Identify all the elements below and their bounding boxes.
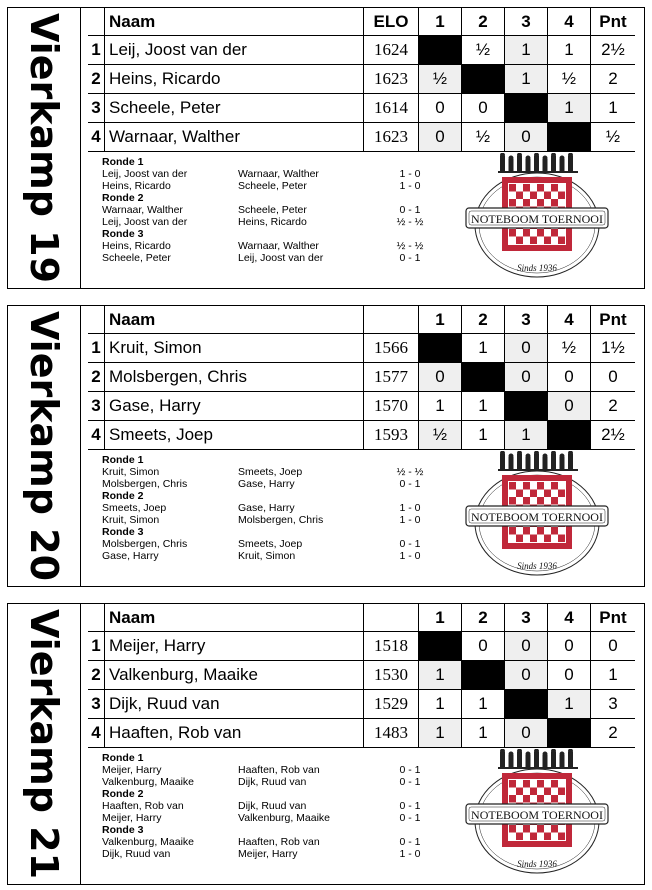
result-cell-self [462,661,505,690]
player-num: 1 [88,632,105,661]
result-cell: ½ [462,36,505,65]
player-points: 1 [591,94,636,123]
header-naam: Naam [105,8,364,36]
vierkamp-block [7,7,645,289]
group-title: Vierkamp 20 [22,310,66,582]
game-result: 1 - 0 [399,168,421,180]
player-elo: 1566 [364,334,419,363]
result-cell: 1 [419,690,462,719]
player-elo: 1623 [364,65,419,94]
result-cell: 1 [419,719,462,748]
player-elo: 1530 [364,661,419,690]
pairing-row [102,502,430,514]
game-result: 0 - 1 [399,776,421,788]
black-player: Meijer, Harry [238,848,298,860]
white-player: Kruit, Simon [102,466,160,478]
game-result: 0 - 1 [399,764,421,776]
player-points: 1 [591,661,636,690]
white-player: Molsbergen, Chris [102,538,188,550]
pairing-row [102,478,430,490]
white-player: Haaften, Rob van [102,800,184,812]
result-cell: ½ [419,421,462,450]
player-points: 1½ [591,334,636,363]
table-row [88,632,635,661]
pairing-row [102,204,430,216]
player-num: 4 [88,123,105,152]
game-result: 1 - 0 [399,180,421,192]
result-cell: 1 [462,334,505,363]
logo-since: Sinds 1936 [517,561,557,571]
player-elo: 1529 [364,690,419,719]
game-result: ½ - ½ [396,216,424,228]
black-player: Gase, Harry [238,478,295,490]
header-elo: ELO [364,8,419,36]
white-player: Heins, Ricardo [102,240,171,252]
result-cell-self [505,94,548,123]
pairing-row [102,764,430,776]
group-label [8,604,81,884]
vierkamp-block [7,603,645,885]
header-round: 4 [548,8,591,36]
game-result: 0 - 1 [399,812,421,824]
player-points: 2½ [591,36,636,65]
result-cell: 1 [419,661,462,690]
group-label [8,8,81,288]
round-heading: Ronde 1 [102,156,144,168]
player-name: Haaften, Rob van [105,719,364,748]
player-points: 3 [591,690,636,719]
player-elo: 1623 [364,123,419,152]
result-cell: 1 [419,392,462,421]
header-pnt: Pnt [591,306,636,334]
player-name: Valkenburg, Maaike [105,661,364,690]
result-cell: 0 [505,719,548,748]
player-elo: 1614 [364,94,419,123]
game-result: 0 - 1 [399,800,421,812]
round-heading: Ronde 3 [102,228,144,240]
result-cell: 0 [548,392,591,421]
player-num: 1 [88,334,105,363]
game-result: 1 - 0 [399,550,421,562]
player-num: 3 [88,690,105,719]
black-player: Warnaar, Walther [238,240,319,252]
result-cell: 1 [505,36,548,65]
header-row [88,306,635,334]
pairing-row [102,466,430,478]
black-player: Warnaar, Walther [238,168,319,180]
pairing-row [102,216,430,228]
round-pairings [102,156,430,264]
white-player: Heins, Ricardo [102,180,171,192]
table-row [88,690,635,719]
player-name: Smeets, Joep [105,421,364,450]
table-row [88,36,635,65]
game-result: ½ - ½ [396,466,424,478]
header-num [88,8,105,36]
header-row [88,8,635,36]
black-player: Gase, Harry [238,502,295,514]
player-num: 4 [88,421,105,450]
pairing-row [102,538,430,550]
header-num [88,306,105,334]
result-cell: 0 [505,334,548,363]
table-row [88,719,635,748]
table-row [88,65,635,94]
group-label [8,306,81,586]
result-cell-self [505,392,548,421]
table-row [88,94,635,123]
result-cell: ½ [462,123,505,152]
noteboom-logo [462,153,612,283]
white-player: Leij, Joost van der [102,216,188,228]
player-points: 0 [591,632,636,661]
result-cell-self [548,123,591,152]
chess-pieces-icon [498,749,578,769]
result-cell: 1 [505,65,548,94]
logo-since: Sinds 1936 [517,263,557,273]
game-result: 0 - 1 [399,538,421,550]
header-elo [364,306,419,334]
result-cell: ½ [419,65,462,94]
result-cell: 1 [548,94,591,123]
round-heading: Ronde 1 [102,454,144,466]
white-player: Scheele, Peter [102,252,171,264]
header-pnt: Pnt [591,604,636,632]
player-points: 0 [591,363,636,392]
game-result: 1 - 0 [399,502,421,514]
player-name: Molsbergen, Chris [105,363,364,392]
white-player: Leij, Joost van der [102,168,188,180]
game-result: 0 - 1 [399,478,421,490]
black-player: Molsbergen, Chris [238,514,324,526]
player-num: 2 [88,661,105,690]
player-name: Kruit, Simon [105,334,364,363]
header-round: 1 [419,604,462,632]
result-cell-self [419,334,462,363]
group-title: Vierkamp 19 [22,12,66,284]
player-num: 2 [88,363,105,392]
header-naam: Naam [105,604,364,632]
logo-title: NOTEBOOM TOERNOOI [471,808,603,822]
noteboom-logo [462,749,612,879]
player-name: Warnaar, Walther [105,123,364,152]
round-heading: Ronde 2 [102,490,144,502]
standings-table [88,604,635,748]
table-row [88,421,635,450]
result-cell: 1 [462,690,505,719]
result-cell: 0 [548,661,591,690]
result-cell: 0 [505,363,548,392]
round-heading: Ronde 1 [102,752,144,764]
pairing-row [102,848,430,860]
player-elo: 1624 [364,36,419,65]
white-player: Molsbergen, Chris [102,478,188,490]
table-row [88,363,635,392]
header-round: 2 [462,306,505,334]
table-row [88,661,635,690]
pairing-row [102,800,430,812]
round-heading: Ronde 2 [102,192,144,204]
result-cell: 0 [419,94,462,123]
black-player: Dijk, Ruud van [238,776,307,788]
standings-table [88,306,635,450]
result-cell: ½ [548,65,591,94]
table-row [88,392,635,421]
player-points: 2 [591,719,636,748]
chess-pieces-icon [498,451,578,471]
header-pnt: Pnt [591,8,636,36]
pairing-row [102,240,430,252]
white-player: Meijer, Harry [102,764,162,776]
header-row [88,604,635,632]
logo-title: NOTEBOOM TOERNOOI [471,510,603,524]
white-player: Dijk, Ruud van [102,848,171,860]
player-name: Meijer, Harry [105,632,364,661]
table-row [88,123,635,152]
black-player: Smeets, Joep [238,466,303,478]
player-points: 2½ [591,421,636,450]
black-player: Valkenburg, Maaike [238,812,331,824]
round-heading: Ronde 2 [102,788,144,800]
black-player: Smeets, Joep [238,538,303,550]
player-elo: 1577 [364,363,419,392]
black-player: Haaften, Rob van [238,764,320,776]
header-round: 1 [419,306,462,334]
player-points: 2 [591,392,636,421]
game-result: 0 - 1 [399,836,421,848]
player-name: Leij, Joost van der [105,36,364,65]
white-player: Meijer, Harry [102,812,162,824]
game-result: 1 - 0 [399,514,421,526]
player-name: Gase, Harry [105,392,364,421]
pairing-row [102,180,430,192]
noteboom-logo [462,451,612,581]
header-round: 3 [505,8,548,36]
player-elo: 1593 [364,421,419,450]
white-player: Kruit, Simon [102,514,160,526]
header-round: 4 [548,604,591,632]
result-cell: 0 [548,632,591,661]
pairing-row [102,550,430,562]
player-num: 4 [88,719,105,748]
result-cell: 0 [462,94,505,123]
game-result: 0 - 1 [399,252,421,264]
player-num: 3 [88,392,105,421]
black-player: Haaften, Rob van [238,836,320,848]
result-cell: 0 [505,632,548,661]
player-name: Dijk, Ruud van [105,690,364,719]
player-points: ½ [591,123,636,152]
result-cell-self [419,632,462,661]
pairing-row [102,168,430,180]
pairing-row [102,514,430,526]
player-name: Scheele, Peter [105,94,364,123]
player-num: 2 [88,65,105,94]
logo-title: NOTEBOOM TOERNOOI [471,212,603,226]
white-player: Warnaar, Walther [102,204,183,216]
header-round: 2 [462,8,505,36]
player-elo: 1570 [364,392,419,421]
round-pairings [102,454,430,562]
player-elo: 1518 [364,632,419,661]
pairing-row [102,776,430,788]
table-row [88,334,635,363]
result-cell: 1 [548,690,591,719]
pairing-row [102,836,430,848]
pairing-row [102,252,430,264]
result-cell: 0 [505,123,548,152]
pairing-row [102,812,430,824]
result-cell-self [548,421,591,450]
result-cell: 0 [419,123,462,152]
result-cell-self [462,363,505,392]
white-player: Valkenburg, Maaike [102,776,195,788]
game-result: 0 - 1 [399,204,421,216]
result-cell: 0 [419,363,462,392]
white-player: Smeets, Joep [102,502,167,514]
group-title: Vierkamp 21 [22,608,66,880]
result-cell: 1 [548,36,591,65]
chess-pieces-icon [498,153,578,173]
result-cell: 0 [548,363,591,392]
header-elo [364,604,419,632]
round-heading: Ronde 3 [102,824,144,836]
game-result: 1 - 0 [399,848,421,860]
header-round: 3 [505,306,548,334]
player-name: Heins, Ricardo [105,65,364,94]
white-player: Valkenburg, Maaike [102,836,195,848]
result-cell-self [548,719,591,748]
black-player: Scheele, Peter [238,204,307,216]
black-player: Leij, Joost van der [238,252,324,264]
player-num: 1 [88,36,105,65]
result-cell-self [462,65,505,94]
result-cell: 1 [462,392,505,421]
result-cell: ½ [548,334,591,363]
result-cell-self [505,690,548,719]
standings-table [88,8,635,152]
vierkamp-block [7,305,645,587]
player-points: 2 [591,65,636,94]
result-cell: 0 [462,632,505,661]
result-cell: 0 [505,661,548,690]
logo-since: Sinds 1936 [517,859,557,869]
player-elo: 1483 [364,719,419,748]
round-pairings [102,752,430,860]
round-heading: Ronde 3 [102,526,144,538]
result-cell: 1 [462,421,505,450]
game-result: ½ - ½ [396,240,424,252]
black-player: Heins, Ricardo [238,216,307,228]
result-cell: 1 [462,719,505,748]
black-player: Scheele, Peter [238,180,307,192]
header-naam: Naam [105,306,364,334]
white-player: Gase, Harry [102,550,159,562]
black-player: Dijk, Ruud van [238,800,307,812]
header-round: 2 [462,604,505,632]
header-num [88,604,105,632]
black-player: Kruit, Simon [238,550,296,562]
header-round: 1 [419,8,462,36]
result-cell-self [419,36,462,65]
player-num: 3 [88,94,105,123]
header-round: 3 [505,604,548,632]
result-cell: 1 [505,421,548,450]
header-round: 4 [548,306,591,334]
